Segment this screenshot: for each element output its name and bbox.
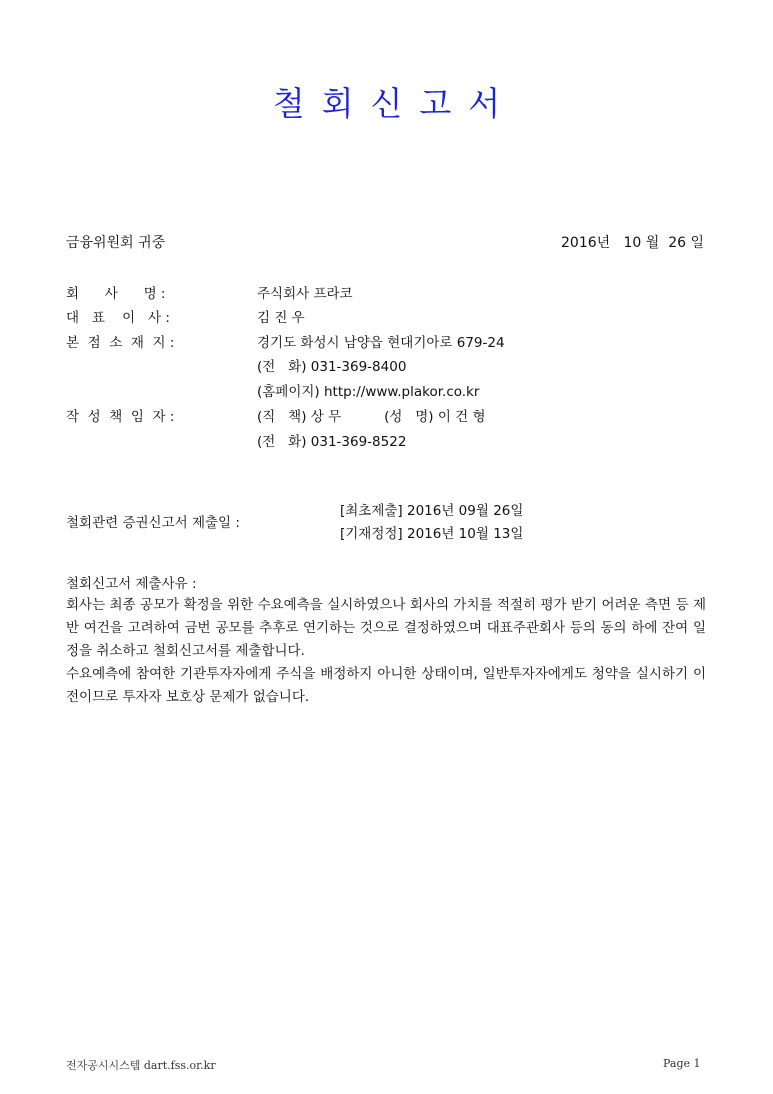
ceo-value: 김 진 우 [257,310,305,326]
initial-filing-date: [최초제출] 2016년 09월 26일 [340,503,524,519]
company-name-value: 주식회사 프라코 [257,286,353,302]
company-name-label: 회 사 명 : [66,286,166,302]
company-homepage-value: (홈페이지) http://www.plakor.co.kr [257,384,480,400]
reason-paragraph-2: 수요예측에 참여한 기관투자자에게 주식을 배정하지 아니한 상태이며, 일반투자자에게도 청약을 실시하기 이전이므로 투자자 보호상 문제가 없습니다. [66,666,706,705]
reason-heading: 철회신고서 제출사유 : [66,576,197,592]
ceo-label: 대 표 이 사 : [66,310,170,326]
addressee: 금융위원회 귀중 [66,235,166,251]
withdrawal-date-label: 철회관련 증권신고서 제출일 : [66,515,240,531]
writer-value: (직 책) 상 무 (성 명) 이 건 형 [257,409,486,425]
footer-system-name: 전자공시시스템 dart.fss.or.kr [66,1059,216,1072]
amended-filing-date: [기재정정] 2016년 10월 13일 [340,526,524,542]
writer-phone-value: (전 화) 031-369-8522 [257,434,407,450]
report-date: 2016년 10 월 26 일 [561,235,704,251]
reason-paragraph-1: 회사는 최종 공모가 확정을 위한 수요예측을 실시하였으나 회사의 가치를 적절히 평가 받기 어려운 측면 등 제반 여건을 고려하여 금번 공모를 추후로 연기하는 것으로 결정하였으며 대표주관회사 등의 동의 하에 잔여 일정을 취소하고 철회신고서를 제출합니다. [66,597,706,659]
document-title: 철회신고서 [272,84,518,123]
reason-body [66,594,706,709]
footer-page-number: Page 1 [663,1057,701,1070]
company-phone-value: (전 화) 031-369-8400 [257,359,407,375]
writer-label: 작 성 책 임 자 : [66,409,175,425]
headquarters-label: 본 점 소 재 지 : [66,335,175,351]
headquarters-value: 경기도 화성시 남양읍 현대기아로 679-24 [257,335,505,351]
